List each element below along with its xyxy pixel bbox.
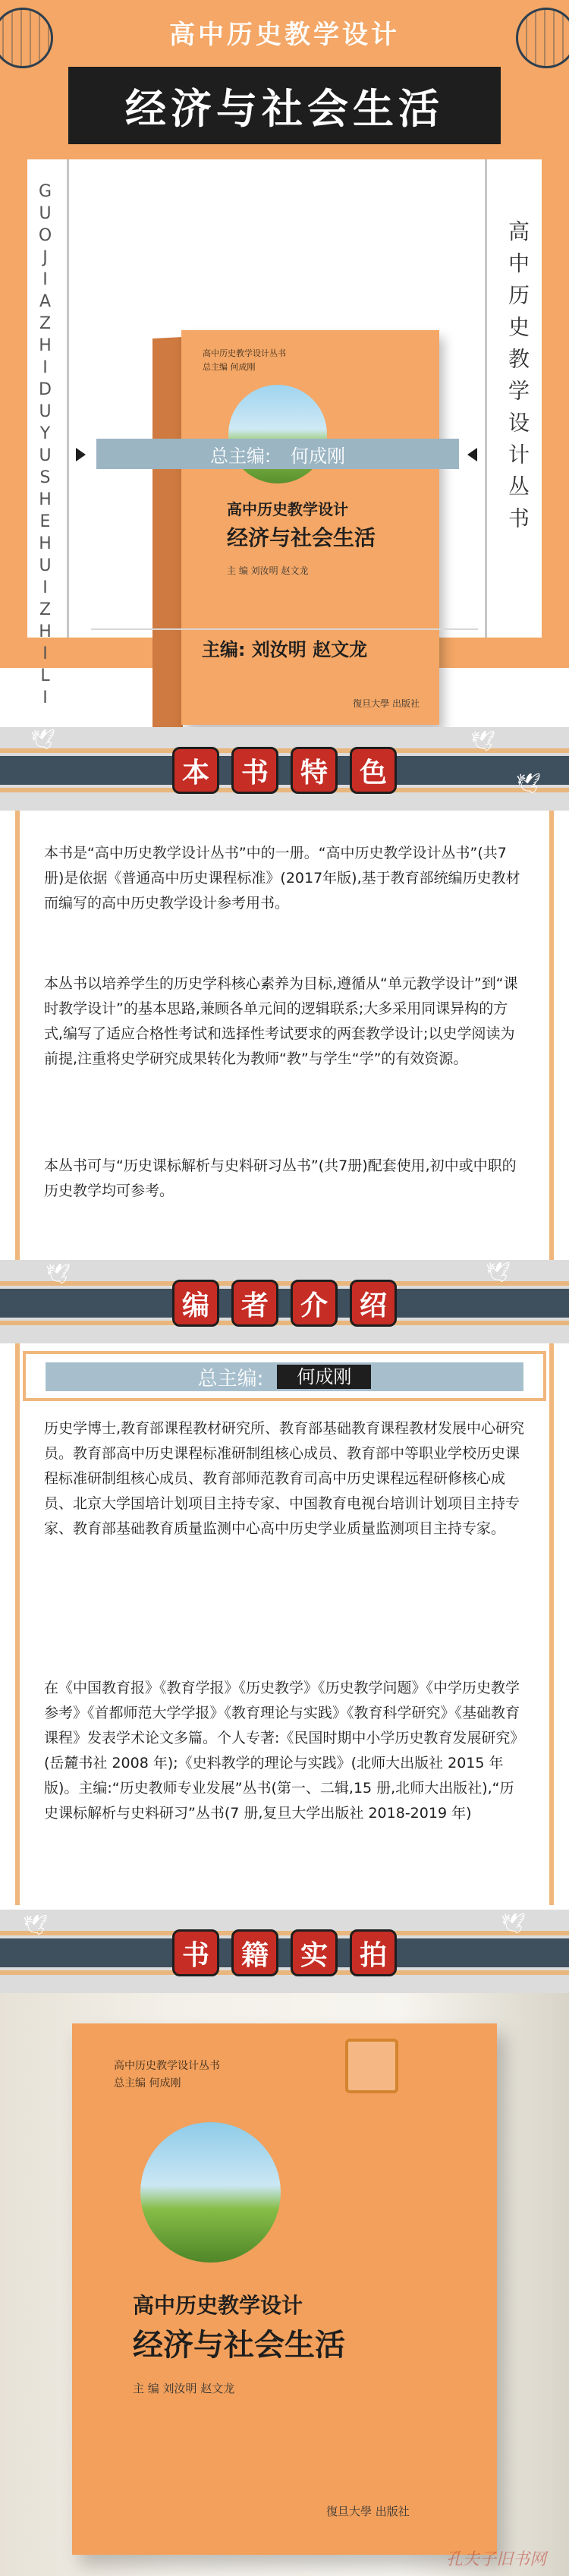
divider xyxy=(67,159,69,638)
cover-chief: 总主编 何成刚 xyxy=(114,2077,181,2089)
book-photo xyxy=(0,1993,569,2576)
book-title: 经济与社会生活 xyxy=(125,83,444,133)
section-title xyxy=(0,747,569,794)
book-render xyxy=(152,330,448,732)
cover-title-1: 高中历史教学设计 xyxy=(133,2293,303,2318)
paragraph: 在《中国教育报》《教育学报》《历史教学》《历史教学问题》《中学历史教学参考》《首都师范大学学报》《教育理论与实践》《教育科学研究》《基础教育课程》发表学术论文多篇。个人专著:《民国时期中小学历史教育发展研究》(岳麓书社 2008 年);《史料教学的理论与实践》(北师大出版社 2015 年版)。主编:“历史教师专业发展”丛书(第一、二辑,15 册,北师大出版社),“历史课标解析与史料研习”丛书(7 册,复旦大学出版社 2018-2019 年) xyxy=(44,1680,525,1822)
section-title xyxy=(0,1280,569,1327)
crane-icon: 🕊 xyxy=(46,1263,71,1286)
cover-panel xyxy=(27,159,542,710)
title-char: 绍 xyxy=(350,1280,397,1327)
seal-icon xyxy=(345,2039,398,2093)
chief-editor-label: 总主编: xyxy=(197,1367,264,1390)
title-block xyxy=(68,0,501,159)
title-band xyxy=(68,67,501,144)
globe-icon xyxy=(0,8,53,68)
hero-banner xyxy=(0,0,569,710)
divider xyxy=(91,628,478,630)
section-title xyxy=(0,1929,569,1976)
crane-icon: 🕊 xyxy=(486,1261,511,1284)
chief-editor-label: 总主编: xyxy=(209,445,272,467)
triangle-right-icon xyxy=(467,448,477,461)
triangle-left-icon xyxy=(76,448,86,461)
crane-icon: 🕊 xyxy=(501,1913,527,1935)
chief-editor-name: 何成刚 xyxy=(277,1365,371,1389)
title-char: 籍 xyxy=(231,1929,278,1976)
book-cover xyxy=(181,330,439,725)
cover-title-2: 经济与社会生活 xyxy=(227,525,376,550)
paragraph: 本丛书以培养学生的历史学科核心素养为目标,遵循从“单元教学设计”到“课时教学设计”的基本思路,兼顾各单元间的逻辑联系;大多采用同课异构的方式,编写了适应合格性考试和选择性考试要求的两套教学设计;以史学阅读为前提,注重将史学研究成果转化为教师“教”与学生“学”的有效资源。 xyxy=(44,975,518,1067)
book-spine xyxy=(152,337,183,732)
series-vertical: 高中历史教学设计丛书 xyxy=(505,220,530,539)
title-char: 本 xyxy=(172,747,219,794)
cover-chief: 总主编 何成刚 xyxy=(203,362,256,372)
chief-editor-name: 何成刚 xyxy=(291,445,346,467)
watermark: 孔夫子旧书网 xyxy=(445,2550,546,2569)
cover-authors: 主 编 刘汝明 赵文龙 xyxy=(227,565,309,576)
cover-series: 高中历史教学设计丛书 xyxy=(114,2060,220,2072)
section-header-editors xyxy=(0,1260,569,1343)
chief-editor-bar xyxy=(46,1362,523,1391)
cover-series: 高中历史教学设计丛书 xyxy=(203,348,286,358)
title-char: 实 xyxy=(291,1929,338,1976)
section-body-features xyxy=(0,811,569,1266)
title-char: 者 xyxy=(231,1280,278,1327)
cover-authors: 主 编 刘汝明 赵文龙 xyxy=(133,2382,235,2395)
paragraph: 本书是“高中历史教学设计丛书”中的一册。“高中历史教学设计丛书”(共7册)是依据《普通高中历史课程标准》(2017年版),基于教育部统编历史教材而编写的高中历史教学设计参考用书。 xyxy=(44,845,520,912)
title-char: 书 xyxy=(231,747,278,794)
paragraph: 本丛书可与“历史课标解析与史料研习丛书”(共7册)配套使用,初中或中职的历史教学均可参考。 xyxy=(44,1157,517,1199)
globe-icon xyxy=(516,8,569,68)
paragraph: 历史学博士,教育部课程教材研究所、教育部基础教育课程教材发展中心研究员。教育部高中历史课程标准研制组核心成员、教育部中等职业学校历史课程标准研制组核心成员、教育部师范教育司高中历史课程远程研修核心成员、北京大学国培计划项目主持专家、中国教育电视台培训计划项目主持专家、教育部基础教育质量监测中心高中历史学业质量监测项目主持专家。 xyxy=(44,1420,525,1537)
crane-icon: 🕊 xyxy=(23,1914,49,1937)
title-char: 书 xyxy=(172,1929,219,1976)
divider xyxy=(485,159,487,638)
title-char: 特 xyxy=(291,747,338,794)
title-char: 色 xyxy=(350,747,397,794)
cover-publisher: 復旦大學 出版社 xyxy=(326,2505,410,2518)
crane-icon: 🕊 xyxy=(470,730,496,753)
main-editors: 主编: 刘汝明 赵文龙 xyxy=(201,639,368,660)
cover-title-2: 经济与社会生活 xyxy=(133,2327,345,2363)
pinyin-vertical: GUOJIAZHIDUYUSHEHUIZHILI xyxy=(36,182,55,710)
crane-icon: 🕊 xyxy=(516,773,542,795)
cover-title-1: 高中历史教学设计 xyxy=(227,500,348,518)
section-header-photos xyxy=(0,1910,569,1993)
title-char: 介 xyxy=(291,1280,338,1327)
title-char: 编 xyxy=(172,1280,219,1327)
landscape-image xyxy=(140,2122,281,2263)
crane-icon: 🕊 xyxy=(30,729,56,751)
editor-bio xyxy=(0,1412,569,1897)
cover-publisher: 復旦大學 出版社 xyxy=(353,698,420,709)
chief-editor-bar xyxy=(96,439,459,469)
title-char: 拍 xyxy=(350,1929,397,1976)
series-title: 高中历史教学设计 xyxy=(169,20,400,50)
section-header-features xyxy=(0,727,569,811)
